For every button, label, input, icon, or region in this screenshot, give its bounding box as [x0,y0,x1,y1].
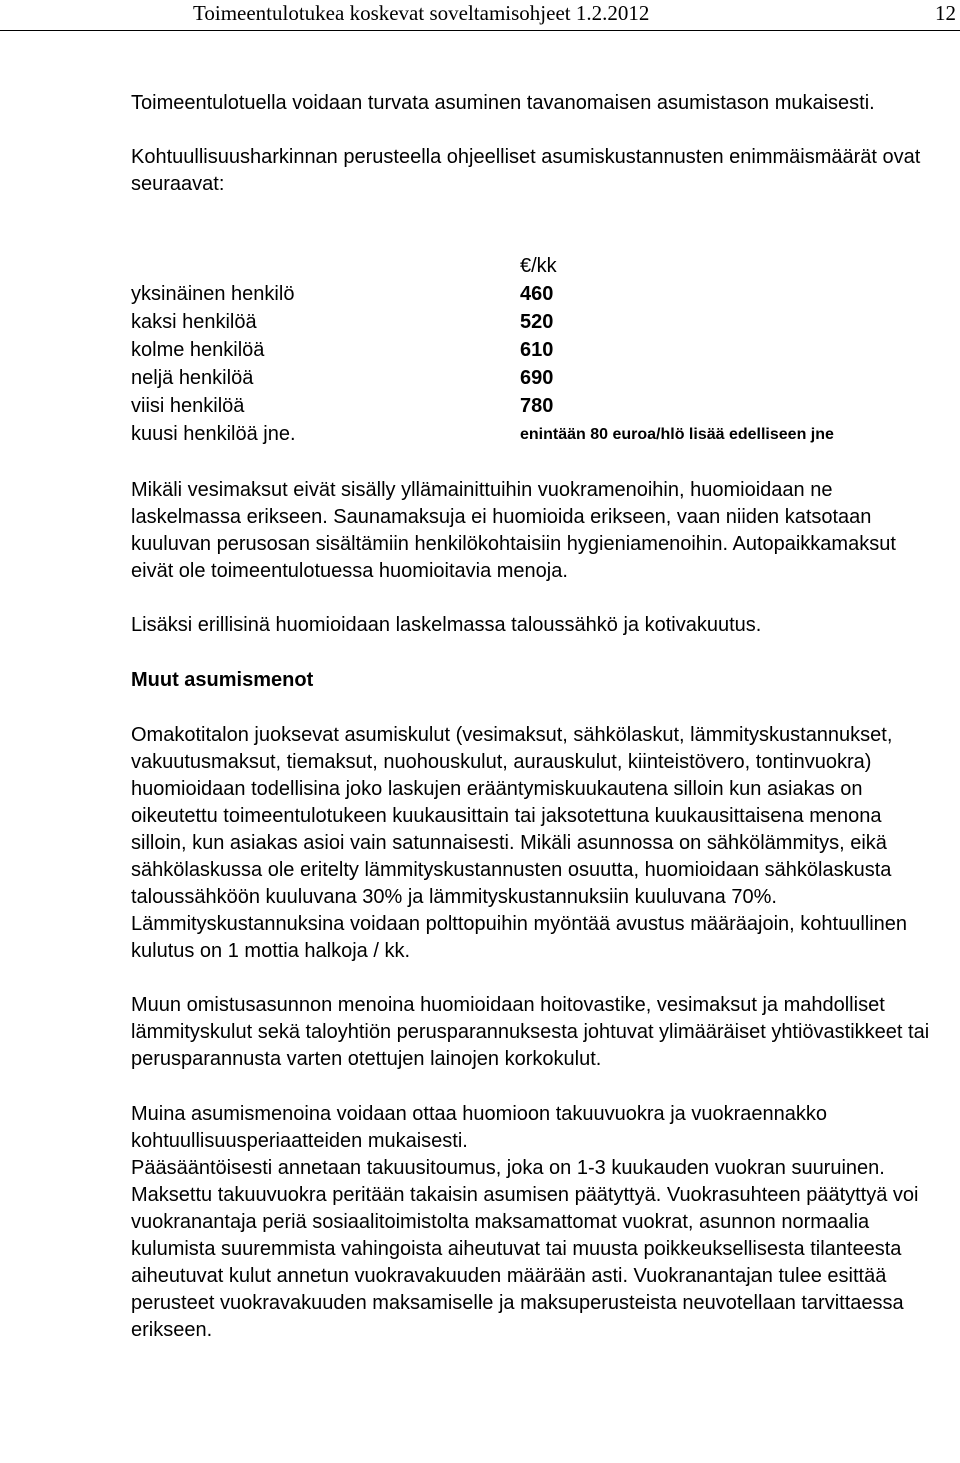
water-costs-paragraph: Mikäli vesimaksut eivät sisälly yllämainittuihin vuokramenoihin, huomioidaan ne laskelmassa erikseen. Saunamaksuja ei huomioida erikseen, vaan niiden katsotaan kuuluvan perusosan sisältämiin henkilökohtaisiin hygieniamenoihin. Autopaikkamaksut eivät ole toimeentulotuessa huomioitavia menoja. [131,479,896,582]
limit-value: 610 [520,339,554,361]
house-costs-paragraph: Omakotitalon juoksevat asumiskulut (vesimaksut, sähkölaskut, lämmityskustannukset, vakuutusmaksut, tiemaksut, nuohouskulut, aurauskulut, kiinteistövero, tontinvuokra) huomioidaan todellisina joko laskujen erääntymiskuukautena silloin kun asiakas on oikeutettu toimeentulotukeen kuukausittain tai jaksotettuna kuukausittaisena menona silloin, kun asiakas asioi vain satunnaisesti. Mikäli asunnossa on sähkölämmitys, eikä sähkölaskussa ole eritelty lämmityskustannusten osuutta, huomioidaan sähkölaskusta taloussähköön kuuluvana 30% ja lämmityskustannuksiin kuuluvana 70%. [131,724,893,908]
intro-paragraph-2: Kohtuullisuusharkinnan perusteella ohjeelliset asumiskustannusten enimmäismäärät ovat seuraavat: [131,146,921,195]
page-content [131,90,931,1344]
page-header [0,0,960,31]
document-title: Toimeentulotukea koskevat soveltamisohjeet 1.2.2012 [193,1,650,25]
page-number: 12 [935,1,956,25]
section-heading: Muut asumismenot [131,669,314,691]
electricity-paragraph: Lisäksi erillisinä huomioidaan laskelmassa taloussähkö ja kotivakuutus. [131,614,762,636]
household-label: viisi henkilöä [131,395,245,417]
ownership-paragraph: Muun omistusasunnon menoina huomioidaan hoitovastike, vesimaksut ja mahdolliset lämmityskulut sekä taloyhtiön perusparannuksesta johtuvat ylimääräiset yhtiövastikkeet tai perusparannusta varten otettujen lainojen korkokulut. [131,994,930,1070]
household-label: kaksi henkilöä [131,311,257,333]
table-row [131,365,931,393]
limit-value: 780 [520,395,554,417]
deposit-paragraph-2: Pääsääntöisesti annetaan takuusitoumus, joka on 1-3 kuukauden vuokran suuruinen. Maksettu takuuvuokra peritään takaisin asumisen päätyttyä. Vuokrasuhteen päätyttyä voi vuokranantaja periä sosiaalitoimistolta maksamattomat vuokrat, asunnon normaalia kulumista suuremmista vahingoista aiheutuvat tai muusta poikkeuksellisesta tilanteesta aiheutuvat kulut annetun vuokravakuuden määrään asti. Vuokranantajan tulee esittää perusteet vuokravakuuden maksamiselle ja maksuperusteista neuvotellaan tarvittaessa erikseen. [131,1157,919,1341]
household-label: kuusi henkilöä jne. [131,423,296,445]
table-row [131,421,931,449]
household-label: yksinäinen henkilö [131,283,295,305]
table-row [131,393,931,421]
limit-value: 520 [520,311,554,333]
table-row [131,337,931,365]
household-label: kolme henkilöä [131,339,265,361]
table-row [131,309,931,337]
table-row [131,281,931,309]
deposit-paragraph-1: Muina asumismenoina voidaan ottaa huomioon takuuvuokra ja vuokraennakko kohtuullisuusperiaatteiden mukaisesti. [131,1103,827,1152]
limit-value: 690 [520,367,554,389]
table-header-row [131,253,931,281]
housing-cost-limits-table [131,253,931,449]
unit-header: €/kk [520,255,557,277]
limit-value: enintään 80 euroa/hlö lisää edelliseen jne [520,426,834,443]
limit-value: 460 [520,283,554,305]
household-label: neljä henkilöä [131,367,254,389]
intro-paragraph-1: Toimeentulotuella voidaan turvata asuminen tavanomaisen asumistason mukaisesti. [131,92,875,114]
heating-paragraph: Lämmityskustannuksina voidaan polttopuihin myöntää avustus määräajoin, kohtuullinen kulutus on 1 mottia halkoja / kk. [131,913,908,962]
